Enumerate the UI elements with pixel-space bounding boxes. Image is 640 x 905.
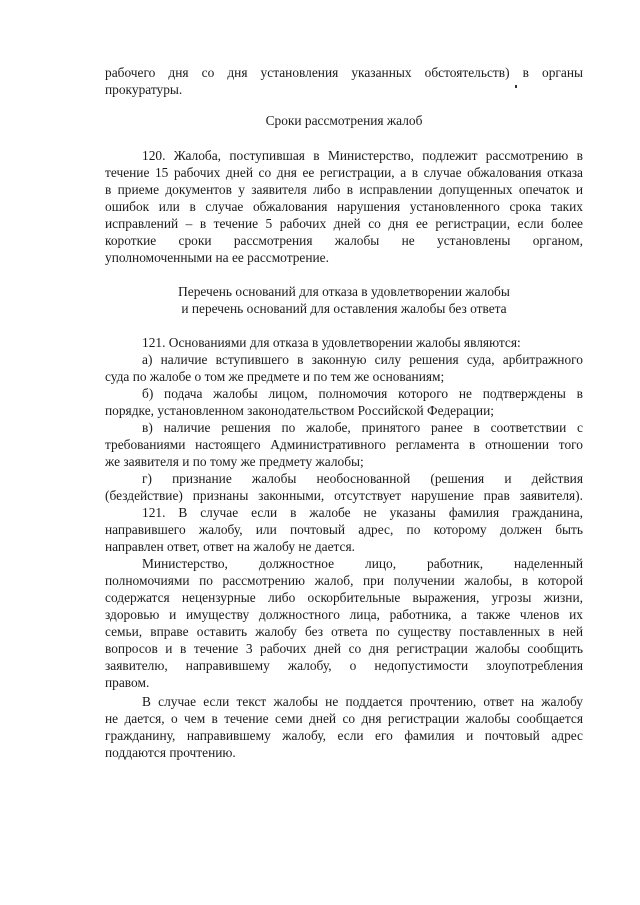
paragraph-line: поддаются прочтению. bbox=[105, 745, 236, 760]
paragraph-line: вопросов и в течение 3 рабочих дней со дня регистрации жалобы сообщить bbox=[105, 641, 583, 656]
paragraph-line: здоровью и имуществу должностного лица, работника, а также членов их bbox=[105, 607, 583, 622]
list-item-line: порядке, установленном законодательством Российской Федерации; bbox=[105, 403, 494, 418]
paragraph-line: течение 15 рабочих дней со дня ее регистрации, а в случае обжалования отказа bbox=[105, 165, 583, 180]
section-heading: и перечень оснований для оставления жалобы без ответа bbox=[181, 301, 507, 316]
list-item-line: б) подача жалобы лицом, полномочия которого не подтверждены в bbox=[142, 386, 583, 401]
paragraph-line: короткие сроки рассмотрения жалобы не установлены органом, bbox=[105, 233, 583, 248]
text-line: прокуратуры. bbox=[105, 82, 183, 97]
scan-speck bbox=[515, 85, 517, 88]
paragraph-line: уполномоченными на ее рассмотрение. bbox=[105, 250, 329, 265]
paragraph-line: в приеме документов у заявителя либо в исправлении допущенных опечаток и bbox=[105, 182, 583, 197]
section-heading: Перечень оснований для отказа в удовлетворении жалобы bbox=[178, 284, 510, 299]
paragraph-line: полномочиями по рассмотрению жалоб, при получении жалобы, в которой bbox=[105, 573, 583, 588]
paragraph-line: семьи, вправе оставить жалобу без ответа по существу поставленных в ней bbox=[105, 624, 583, 639]
list-item-line: а) наличие вступившего в законную силу решения суда, арбитражного bbox=[142, 352, 583, 367]
list-item-line: г) признание жалобы необоснованной (решения и действия bbox=[142, 471, 583, 486]
paragraph-line: заявителю, направившему жалобу, о недопустимости злоупотребления bbox=[105, 658, 583, 673]
paragraph-line: исправлений – в течение 5 рабочих дней со дня ее регистрации, если более bbox=[105, 216, 583, 231]
paragraph-line: Министерство, должностное лицо, работник, наделенный bbox=[142, 556, 583, 571]
list-item-line: (бездействие) признаны законными, отсутствует нарушение прав заявителя). bbox=[105, 488, 583, 503]
paragraph-line: В случае если текст жалобы не поддается прочтению, ответ на жалобу bbox=[142, 694, 583, 709]
paragraph-line: содержатся нецензурные либо оскорбительные выражения, угрозы жизни, bbox=[105, 590, 583, 605]
list-item-line: требованиями настоящего Административного регламента в отношении того bbox=[105, 437, 583, 452]
section-heading: Сроки рассмотрения жалоб bbox=[265, 113, 423, 128]
paragraph-line: 121. Основаниями для отказа в удовлетворении жалобы являются: bbox=[142, 335, 521, 350]
paragraph-line: правом. bbox=[105, 675, 150, 690]
paragraph-line: 120. Жалоба, поступившая в Министерство, подлежит рассмотрению в bbox=[142, 148, 583, 163]
list-item-line: же заявителя и по тому же предмету жалобы; bbox=[105, 454, 364, 469]
list-item-line: в) наличие решения по жалобе, принятого ранее в соответствии с bbox=[142, 420, 583, 435]
paragraph-line: направлен ответ, ответ на жалобу не дается. bbox=[105, 539, 355, 554]
paragraph-line: 121. В случае если в жалобе не указаны фамилия гражданина, bbox=[142, 505, 583, 520]
text-line: рабочего дня со дня установления указанных обстоятельств) в органы bbox=[105, 65, 583, 80]
list-item-line: суда по жалобе о том же предмете и по тем же основаниям; bbox=[105, 369, 445, 384]
paragraph-line: не дается, о чем в течение семи дней со дня регистрации жалобы сообщается bbox=[105, 711, 583, 726]
paragraph-line: направившего жалобу, или почтовый адрес, по которому должен быть bbox=[105, 522, 583, 537]
paragraph-line: ошибок или в случае обжалования нарушения установленного срока таких bbox=[105, 199, 583, 214]
paragraph-line: гражданину, направившему жалобу, если его фамилия и почтовый адрес bbox=[105, 728, 583, 743]
